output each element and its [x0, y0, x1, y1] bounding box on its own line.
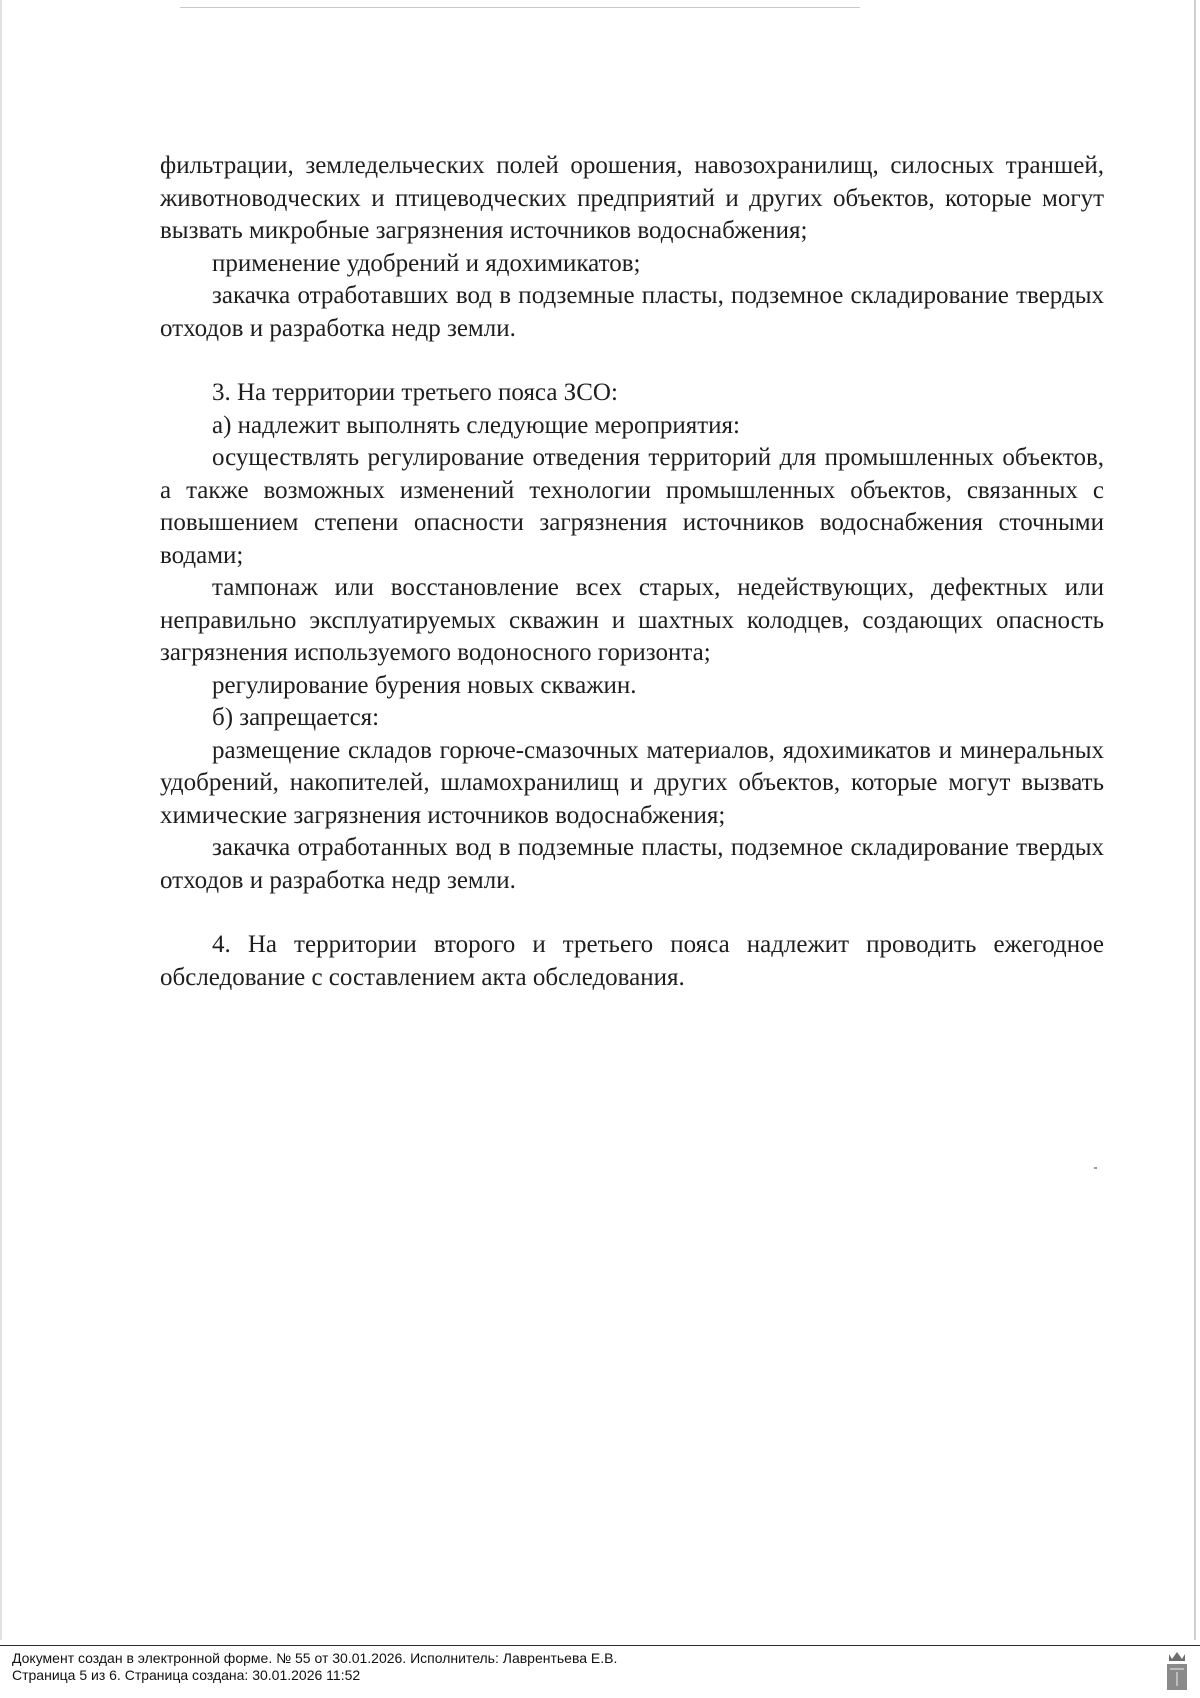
emblem-icon: [1164, 1650, 1190, 1692]
paragraph-storage: размещение складов горюче-смазочных материалов, ядохимикатов и минеральных удобрений, накопителей, шламохранилищ и других объектов, которые могут вызвать химические загрязнения источников водоснабжения;: [160, 736, 1104, 829]
paragraph-plugging: тампонаж или восстановление всех старых, недействующих, дефектных или неправильно эксплуатируемых скважин и шахтных колодцев, создающих опасность загрязнения используемого водоносного горизонта;: [160, 574, 1104, 666]
paragraph-fertilizers: применение удобрений и ядохимикатов;: [212, 249, 641, 277]
section-4-paragraph: 4. На территории второго и третьего пояса надлежит проводить ежегодное обследование с составлением акта обследования.: [160, 931, 1104, 991]
scan-edge-top: [180, 7, 860, 8]
paragraph-injection: закачка отработавших вод в подземные пласты, подземное складирование твердых отходов и разработка недр земли.: [160, 282, 1104, 342]
scan-edge-left: [0, 0, 2, 1640]
document-body: [160, 150, 1104, 994]
subsection-a-heading: а) надлежит выполнять следующие мероприятия:: [212, 411, 740, 439]
footer-divider: [0, 1645, 1200, 1646]
subsection-b-heading: б) запрещается:: [212, 704, 380, 731]
scan-edge-right: [1194, 0, 1196, 1640]
footer-line-1: Документ создан в электронной форме. № 55 от 30.01.2026. Исполнитель: Лаврентьева Е.В.: [12, 1650, 618, 1666]
document-footer: [12, 1650, 1112, 1684]
paragraph-continuation: фильтрации, земледельческих полей орошения, навозохранилищ, силосных траншей, животноводческих и птицеводческих предприятий и других объектов, которые могут вызвать микробные загрязнения источников водоснабжения;: [160, 152, 1104, 244]
paragraph-regulation: осуществлять регулирование отведения территорий для промышленных объектов, а также возможных изменений технологии промышленных объектов, связанных с повышением степени опасности загрязнения источников водоснабжения сточными водами;: [160, 444, 1104, 569]
footer-line-2: Страница 5 из 6. Страница создана: 30.01.2026 11:52: [12, 1667, 361, 1683]
paragraph-injection-2: закачка отработанных вод в подземные пласты, подземное складирование твердых отходов и разработка недр земли.: [160, 834, 1104, 894]
section-3-heading: 3. На территории третьего пояса ЗСО:: [212, 379, 618, 406]
scan-speck: [1094, 1167, 1097, 1169]
paragraph-drilling: регулирование бурения новых скважин.: [212, 671, 637, 699]
